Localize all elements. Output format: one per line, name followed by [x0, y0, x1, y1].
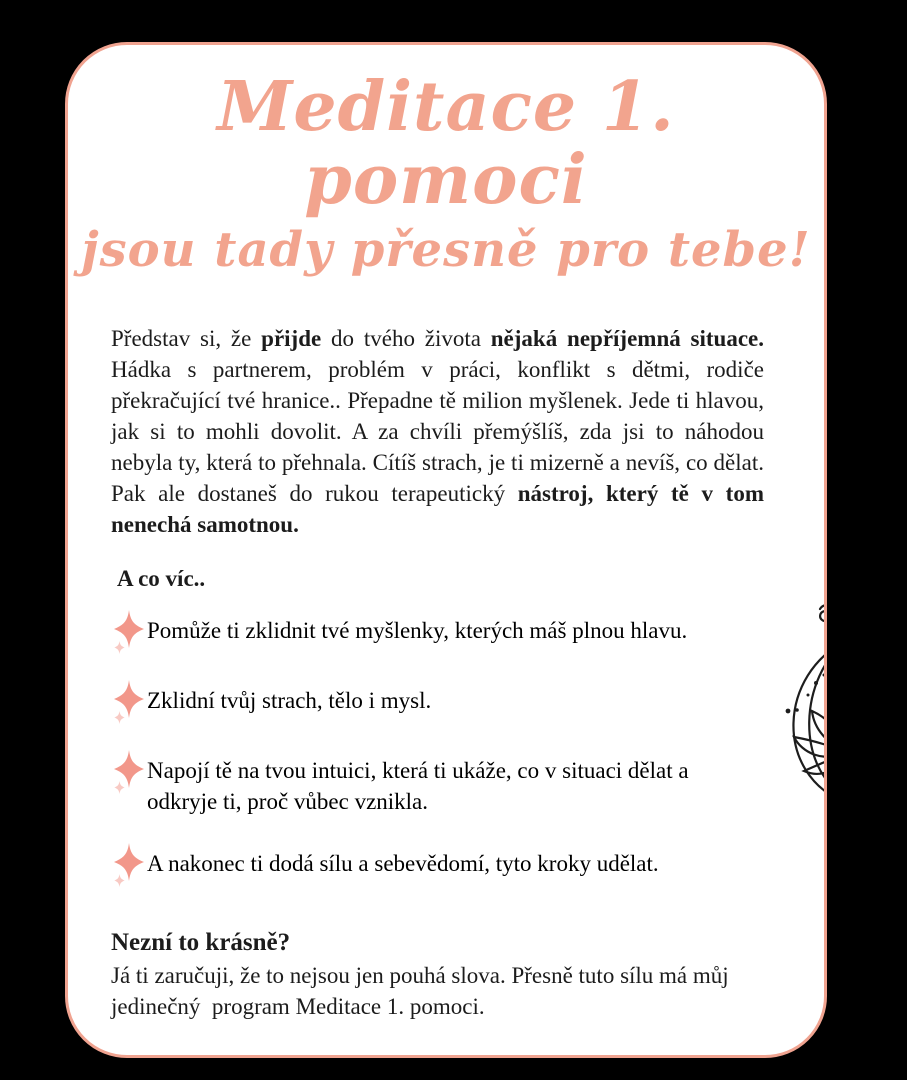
- benefit-text: Napojí tě na tvou intuici, která ti ukáže, co v situaci dělat a odkryje ti, proč vůbec vznikla.: [147, 757, 689, 814]
- closing-heading: Nezní to krásně?: [111, 928, 291, 956]
- benefit-item: [113, 847, 764, 887]
- intro-paragraph: Představ si, že přijde do tvého života nějaká nepříjemná situace. Hádka s partnerem, problém v práci, konflikt s dětmi, rodiče překračující tvé hranice.. Přepadne tě milion myšlenek. Jede ti hlavou, jak si to mohli dovolit. A za chvíli přemýšlíš, zda jsi to náhodou nebyla ty, která to přehnala. Cítíš strach, je ti mizerně a nevíš, co dělat. Pak ale dostaneš do rukou terapeutický nástroj, který tě v tom nenechá samotnou.: [111, 325, 765, 537]
- closing-paragraph: Já ti zaručuji, že to nejsou jen pouhá slova. Přesně tuto sílu má můj jedinečný program Meditace 1. pomoci.: [111, 962, 735, 1019]
- sparkle-icon: [113, 750, 147, 794]
- card-content: [68, 67, 824, 1058]
- more-label: A co víc..: [117, 565, 206, 591]
- lotus-moon-ornament-icon: [758, 579, 827, 841]
- benefit-text: A nakonec ti dodá sílu a sebevědomí, tyto kroky udělat.: [147, 850, 659, 876]
- flyer-card: [65, 42, 827, 1058]
- benefit-text: Pomůže ti zklidnit tvé myšlenky, kterých máš plnou hlavu.: [147, 617, 688, 643]
- sparkle-icon: [113, 680, 147, 724]
- benefits-list: [113, 614, 764, 887]
- sparkle-icon: [113, 610, 147, 654]
- benefit-item: [113, 754, 764, 817]
- benefit-item: [113, 684, 764, 724]
- main-title: Meditace 1. pomoci: [217, 67, 675, 221]
- sparkle-icon: [113, 843, 147, 887]
- benefit-item: [113, 614, 764, 654]
- benefit-text: Zklidní tvůj strach, tělo i mysl.: [147, 687, 432, 713]
- subtitle: jsou tady přesně pro tebe!: [81, 221, 811, 278]
